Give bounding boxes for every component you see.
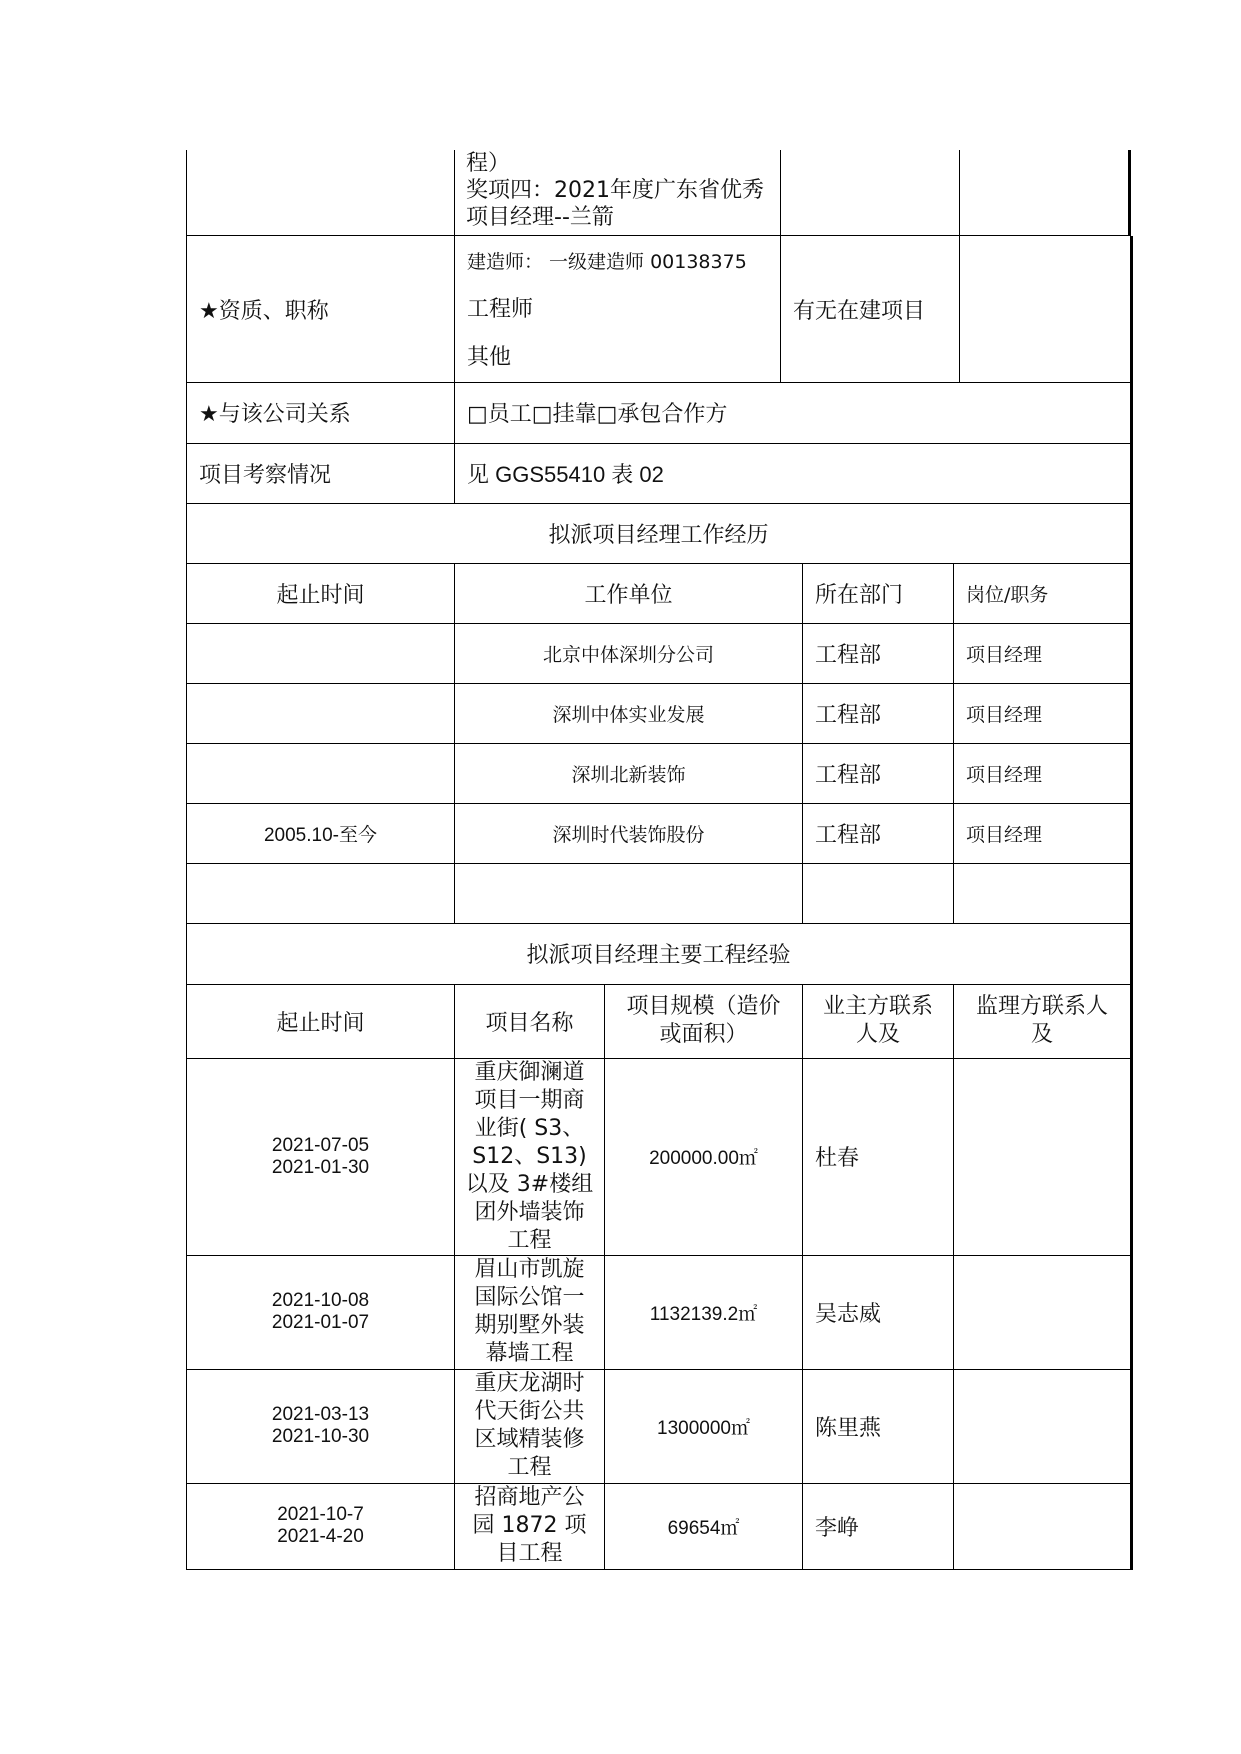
work-company [455,864,803,924]
exp-supervisor [954,1483,1132,1569]
exp-header-period: 起止时间 [187,984,455,1058]
work-dept: 工程部 [803,804,954,864]
relation-label: ★与该公司关系 [187,383,455,443]
work-period [187,624,455,684]
work-period [187,864,455,924]
exp-scale: 200000.00㎡ [605,1058,803,1255]
qualification-engineer: 工程师 [467,297,534,322]
work-company: 深圳时代装饰股份 [455,804,803,864]
table-row [187,1255,1132,1369]
work-position: 项目经理 [954,744,1132,804]
work-position: 项目经理 [954,804,1132,864]
exp-end: 2021-01-07 [271,1312,370,1333]
exp-start: 2021-07-05 [271,1134,370,1156]
work-header-period: 起止时间 [187,564,455,624]
exp-owner: 吴志威 [803,1255,954,1369]
experience-table [186,924,1133,1570]
exp-end: 2021-10-30 [271,1426,370,1447]
exp-owner: 陈里燕 [803,1369,954,1483]
exp-scale: 69654㎡ [605,1483,803,1569]
inspection-label: 项目考察情况 [187,443,455,503]
exp-header-owner: 业主方联系人及 [803,984,954,1058]
exp-period [187,1058,455,1255]
exp-owner: 杜春 [803,1058,954,1255]
work-history-table [186,504,1133,925]
exp-owner: 李峥 [803,1483,954,1569]
exp-project-name: 眉山市凯旋国际公馆一期别墅外装幕墙工程 [455,1255,605,1369]
work-company: 深圳北新装饰 [455,744,803,804]
exp-period [187,1369,455,1483]
exp-supervisor [954,1255,1132,1369]
awards-line: 奖项四：2021年度广东省优秀 [466,178,764,203]
work-position: 项目经理 [954,624,1132,684]
exp-project-name: 重庆龙湖时代天街公共区域精装修工程 [455,1369,605,1483]
relation-options: □员工□挂靠□承包合作方 [455,383,1132,443]
table-row [187,624,1132,684]
work-header-company: 工作单位 [455,564,803,624]
exp-end: 2021-4-20 [277,1526,364,1547]
work-dept: 工程部 [803,684,954,744]
qualification-builder: 建造师： 一级建造师 00138375 [467,251,747,273]
work-period [187,744,455,804]
table-row [187,864,1132,924]
table-row [187,1483,1132,1569]
work-position: 项目经理 [954,684,1132,744]
exp-start: 2021-03-13 [271,1404,370,1425]
work-company: 北京中体深圳分公司 [455,624,803,684]
work-dept: 工程部 [803,744,954,804]
exp-period [187,1255,455,1369]
exp-period [187,1483,455,1569]
inspection-value: 见 GGS55410 表 02 [455,443,1132,503]
resume-form [186,150,1131,1570]
exp-header-supervisor: 监理方联系人及 [954,984,1132,1058]
exp-project-name: 招商地产公园 1872 项目工程 [455,1483,605,1569]
table-row [187,744,1132,804]
awards-text [466,150,796,231]
awards-continuation [186,150,1131,236]
work-dept: 工程部 [803,624,954,684]
exp-project-name: 重庆御澜道项目一期商业街( S3、S12、S13)以及 3#楼组团外墙装饰工程 [455,1058,605,1255]
exp-start: 2021-10-08 [271,1290,370,1311]
qualification-other: 其他 [467,345,512,370]
work-position [954,864,1132,924]
table-row [187,684,1132,744]
qualification-label: ★资质、职称 [187,236,455,383]
experience-title: 拟派项目经理主要工程经验 [187,924,1132,984]
table-row [187,804,1132,864]
exp-scale: 1300000㎡ [605,1369,803,1483]
relation-table [186,383,1133,504]
awards-line: 项目经理--兰箭 [466,205,614,230]
exp-start: 2021-10-7 [277,1504,364,1525]
awards-line: 程） [466,151,511,176]
exp-header-scale: 项目规模（造价或面积） [605,984,803,1058]
qualification-values [455,236,781,383]
work-header-dept: 所在部门 [803,564,954,624]
work-history-title: 拟派项目经理工作经历 [187,504,1132,564]
work-period: 2005.10-至今 [187,804,455,864]
exp-end: 2021-01-30 [271,1156,370,1178]
table-row [187,1058,1132,1255]
work-company: 深圳中体实业发展 [455,684,803,744]
exp-header-name: 项目名称 [455,984,605,1058]
exp-scale: 1132139.2㎡ [605,1255,803,1369]
work-header-position: 岗位/职务 [954,564,1132,624]
qualification-table [186,236,1133,383]
exp-supervisor [954,1058,1132,1255]
exp-supervisor [954,1369,1132,1483]
work-dept [803,864,954,924]
table-row [187,1369,1132,1483]
work-period [187,684,455,744]
ongoing-project-value [960,236,1132,383]
ongoing-project-label: 有无在建项目 [781,236,960,383]
